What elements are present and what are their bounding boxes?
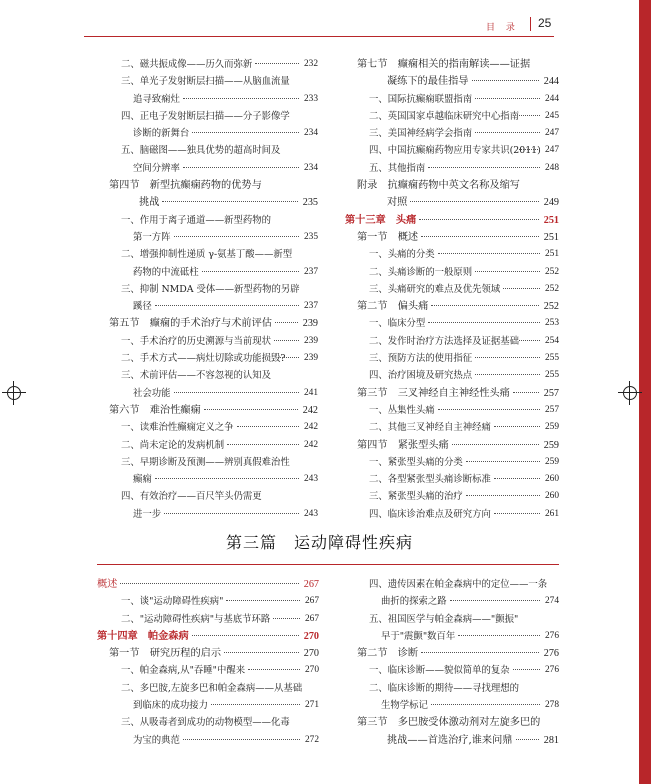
toc-entry-text: 一、帕金森病,从"吞睡"中醒来: [121, 665, 246, 677]
toc-entry-text: 一、读难治性癫痫定义之争: [121, 422, 234, 434]
toc-leader-dots: [421, 652, 539, 654]
toc-page-number: 248: [543, 160, 559, 177]
toc-page-number: 232: [302, 56, 318, 73]
toc-entry-text: 三、单光子发射断层扫描——从脑血流量: [121, 76, 290, 88]
toc-entry[interactable]: [97, 488, 318, 505]
toc-entry[interactable]: [97, 611, 319, 628]
toc-entry-text: 第四节 紧张型头痛: [357, 439, 449, 451]
toc-entry-text: 三、紧张型头痛的治疗: [369, 491, 463, 503]
toc-entry[interactable]: [345, 576, 559, 593]
toc-entry[interactable]: [97, 437, 318, 454]
toc-page-number: 252: [542, 298, 559, 315]
toc-page-number: 249: [542, 194, 559, 211]
toc-entry[interactable]: [97, 91, 318, 108]
toc-leader-dots: [519, 340, 540, 342]
toc-entry[interactable]: [345, 91, 559, 108]
toc-page-number: 257: [543, 402, 559, 419]
toc-page-number: 244: [542, 73, 559, 90]
toc-section-entry[interactable]: [97, 402, 318, 419]
toc-entry-text: 四、临床诊治难点及研究方向: [369, 508, 491, 520]
toc-leader-dots: [237, 426, 299, 428]
toc-leader-dots: [226, 600, 300, 602]
toc-page-number: 235: [301, 194, 318, 211]
toc-entry[interactable]: [97, 454, 318, 471]
toc-entry[interactable]: [345, 160, 559, 177]
toc-entry[interactable]: [97, 419, 318, 436]
toc-leader-dots: [513, 669, 540, 671]
toc-page-number: 243: [302, 471, 318, 488]
toc-page-number: 267: [303, 593, 319, 610]
toc-entry[interactable]: [345, 264, 559, 281]
toc-section-entry[interactable]: [345, 437, 559, 454]
toc-page-number: 245: [543, 108, 559, 125]
toc-entry-text: 三、预防方法的使用指征: [369, 353, 473, 365]
toc-page-number: 261: [543, 506, 559, 523]
toc-entry-text: 二、尚未定论的发病机制: [121, 439, 225, 451]
toc-page-number: 237: [302, 298, 318, 315]
toc-entry-text: 第十三章 头痛: [345, 213, 417, 226]
toc-entry[interactable]: [345, 662, 559, 679]
toc-section-entry[interactable]: [345, 229, 559, 246]
toc-section-entry[interactable]: [97, 315, 318, 332]
toc-entry-text: 二、头痛诊断的一般原则: [369, 266, 473, 278]
toc-leader-dots: [450, 600, 540, 602]
toc-section-entry[interactable]: [345, 56, 559, 73]
toc-entry[interactable]: [345, 697, 559, 714]
toc-page-number: 252: [543, 281, 559, 298]
toc-entry-text: 一、国际抗癫痫联盟指南: [369, 93, 473, 105]
toc-leader-dots: [162, 201, 298, 203]
toc-entry-text: 三、美国神经病学会指南: [369, 128, 473, 140]
toc-leader-dots: [519, 115, 540, 117]
toc-entry-text: 空间分辨率: [133, 162, 180, 174]
toc-page-number: 281: [542, 732, 559, 749]
toc-entry[interactable]: [345, 333, 559, 350]
toc-entry-text: 三、抑制 NMDA 受体——新型药物的另辟: [121, 283, 300, 295]
toc-page-number: 278: [543, 697, 559, 714]
toc-entry[interactable]: [97, 108, 318, 125]
toc-entry-text: 四、正电子发射断层扫描——分子影像学: [121, 110, 290, 122]
toc-leader-dots: [155, 305, 299, 307]
toc-leader-dots: [431, 704, 540, 706]
toc-entry[interactable]: [97, 350, 318, 367]
crop-mark-left: [2, 381, 26, 405]
toc-entry-text: 早于"震颤"数百年: [381, 630, 456, 642]
toc-page-number: 239: [302, 333, 318, 350]
toc-leader-dots: [421, 236, 539, 238]
toc-leader-dots: [503, 288, 540, 290]
toc-leader-dots: [120, 583, 299, 585]
toc-section-entry[interactable]: [345, 194, 559, 211]
toc-entry-text: 二、增强抑制性递质 γ-氨基丁酸——新型: [121, 249, 293, 261]
toc-entry-text: 癫痫: [133, 474, 152, 486]
header-title: 目 录: [486, 23, 519, 33]
toc-page-number: 255: [543, 367, 559, 384]
toc-entry-text: 蹊径: [133, 301, 152, 313]
toc-entry[interactable]: [345, 471, 559, 488]
toc-entry-text: 第三节 多巴胺受体激动剂对左旋多巴的: [357, 717, 541, 729]
toc-entry-text: 第二节 偏头痛: [357, 301, 429, 313]
toc-entry-text: 第三节 三叉神经自主神经性头痛: [357, 387, 510, 399]
toc-entry-text: 二、临床诊断的期待——寻找理想的: [369, 682, 520, 694]
toc-entry-text: 三、从吸毒者到成功的动物模型——化毒: [121, 717, 290, 729]
header-divider: [530, 17, 531, 31]
toc-page-number: 255: [543, 350, 559, 367]
toc-entry[interactable]: [345, 611, 559, 628]
toc-entry-text: 到临床的成功接力: [133, 700, 209, 712]
toc-entry-text: 第四节 新型抗癫痫药物的优势与: [109, 180, 262, 192]
toc-entry[interactable]: [345, 419, 559, 436]
toc-entry[interactable]: [97, 385, 318, 402]
toc-entry[interactable]: [97, 229, 318, 246]
toc-section-entry[interactable]: [345, 177, 559, 194]
toc-leader-dots: [475, 98, 540, 100]
toc-page-number: 242: [301, 402, 318, 419]
toc-page-number: 254: [543, 333, 559, 350]
toc-leader-dots: [438, 409, 540, 411]
toc-leader-dots: [428, 167, 540, 169]
toc-entry[interactable]: [97, 732, 319, 749]
toc-section-entry[interactable]: [97, 645, 319, 662]
toc-leader-dots: [174, 392, 299, 394]
toc-entry[interactable]: [97, 593, 319, 610]
toc-page-number: 276: [543, 628, 559, 645]
toc-leader-dots: [419, 219, 539, 221]
toc-leader-dots: [513, 392, 539, 394]
toc-page-number: 233: [302, 91, 318, 108]
toc-entry-text: 一、临床诊断——貌似简单的复杂: [369, 665, 510, 677]
toc-entry-text: 三、早期诊断及预测——辨别真假难治性: [121, 456, 290, 468]
toc-page-number: 244: [543, 91, 559, 108]
toc-entry[interactable]: [97, 697, 319, 714]
toc-entry-text: 药物的中流砥柱: [133, 266, 199, 278]
toc-entry[interactable]: [97, 714, 319, 731]
toc-page-number: 247: [543, 142, 559, 159]
toc-chapter-entry[interactable]: [97, 628, 319, 645]
toc-entry-text: 二、其他三叉神经自主神经痛: [369, 422, 491, 434]
toc-leader-dots: [174, 236, 299, 238]
toc-page-number: 259: [542, 437, 559, 454]
toc-entry-text: 四、中国抗癫痫药物应用专家共识(2011): [369, 145, 541, 157]
toc-page-number: 260: [543, 471, 559, 488]
toc-leader-dots: [192, 635, 299, 637]
toc-page-number: 247: [543, 125, 559, 142]
toc-leader-dots: [494, 513, 540, 515]
toc-leader-dots: [183, 167, 299, 169]
toc-entry-text: 挑战: [139, 197, 160, 209]
toc-entry-text: 追寻致痫灶: [133, 93, 180, 105]
toc-entry[interactable]: [345, 142, 559, 159]
toc-leader-dots: [431, 305, 539, 307]
toc-page-number: 251: [543, 246, 559, 263]
toc-chapter-entry[interactable]: [345, 212, 559, 229]
toc-page-number: 239: [302, 350, 318, 367]
toc-leader-dots: [519, 149, 540, 151]
toc-column-left-bottom: [97, 576, 319, 749]
header-rule: [84, 36, 554, 37]
toc-page-number: 267: [303, 611, 319, 628]
toc-section-entry[interactable]: [97, 177, 318, 194]
toc-entry[interactable]: [97, 506, 318, 523]
toc-page-number: 259: [543, 419, 559, 436]
running-header: [470, 14, 610, 34]
toc-entry[interactable]: [97, 212, 318, 229]
toc-section-entry[interactable]: [345, 645, 559, 662]
toc-entry-text: 一、紧张型头痛的分类: [369, 456, 463, 468]
toc-entry[interactable]: [97, 56, 318, 73]
toc-entry-text: 第一节 概述: [357, 231, 419, 243]
toc-entry-text: 第六节 难治性癫痫: [109, 404, 201, 416]
toc-page-number: 259: [543, 454, 559, 471]
toc-entry-text: 第五节 癫痫的手术治疗与术前评估: [109, 318, 272, 330]
toc-entry[interactable]: [345, 108, 559, 125]
toc-page-number: 267: [302, 576, 319, 593]
toc-page-number: 274: [543, 593, 559, 610]
crop-mark-right: [618, 381, 642, 405]
toc-entry[interactable]: [97, 471, 318, 488]
toc-entry-text: 第一方阵: [133, 231, 171, 243]
toc-entry-text: 二、磁共振成像——历久而弥新: [121, 59, 253, 70]
toc-leader-dots: [475, 374, 540, 376]
toc-entry[interactable]: [97, 662, 319, 679]
toc-section-entry[interactable]: [345, 298, 559, 315]
toc-entry-text: 二、手术方式——病灶切除或功能损毁?: [121, 353, 286, 365]
toc-entry[interactable]: [345, 246, 559, 263]
toc-entry-text: 三、头痛研究的难点及优先领域: [369, 283, 501, 295]
toc-entry-text: 概述: [97, 579, 118, 590]
toc-page-number: 235: [302, 229, 318, 246]
toc-page-number: 243: [302, 506, 318, 523]
toc-leader-dots: [428, 322, 540, 324]
toc-leader-dots: [183, 98, 299, 100]
toc-entry[interactable]: [345, 628, 559, 645]
toc-page-number: 242: [302, 419, 318, 436]
toc-leader-dots: [155, 478, 299, 480]
toc-entry-text: 第十四章 帕金森病: [97, 629, 189, 642]
toc-page-number: 251: [542, 229, 559, 246]
toc-entry[interactable]: [345, 367, 559, 384]
toc-page-number: 237: [302, 264, 318, 281]
toc-page-number: 272: [303, 732, 319, 749]
toc-entry-text: 第二节 诊断: [357, 648, 419, 660]
toc-leader-dots: [475, 132, 540, 134]
toc-page-number: 276: [543, 662, 559, 679]
toc-entry-text: 一、谈"运动障碍性疾病": [121, 596, 224, 608]
toc-leader-dots: [183, 739, 300, 741]
toc-leader-dots: [211, 704, 300, 706]
toc-entry-text: 对照: [387, 197, 408, 209]
toc-leader-dots: [224, 652, 299, 654]
toc-entry-text: 一、头痛的分类: [369, 249, 435, 261]
toc-column-left-top: [97, 56, 318, 523]
toc-entry-text: 社会功能: [133, 387, 171, 399]
toc-entry-text: 凝练下的最佳指导: [387, 76, 469, 88]
toc-leader-dots: [472, 80, 540, 82]
toc-leader-dots: [466, 461, 540, 463]
toc-entry-text: 五、其他指南: [369, 162, 426, 174]
toc-leader-dots: [494, 426, 540, 428]
toc-entry[interactable]: [345, 454, 559, 471]
toc-entry[interactable]: [97, 298, 318, 315]
toc-leader-dots: [452, 444, 539, 446]
toc-leader-dots: [494, 478, 540, 480]
toc-entry[interactable]: [345, 315, 559, 332]
toc-entry-text: 四、治疗困境及研究热点: [369, 370, 473, 382]
toc-entry[interactable]: [97, 73, 318, 90]
toc-leader-dots: [410, 201, 539, 203]
toc-entry-text: 二、各型紧张型头痛诊断标准: [369, 474, 491, 486]
toc-page-number: 234: [302, 160, 318, 177]
toc-entry-text: 第七节 癫痫相关的指南解读——证据: [357, 59, 531, 70]
toc-leader-dots: [164, 513, 299, 515]
toc-entry[interactable]: [97, 125, 318, 142]
toc-entry-text: 一、作用于离子通道——新型药物的: [121, 214, 272, 226]
toc-entry-text: 为宝的典范: [133, 734, 180, 746]
toc-leader-dots: [274, 340, 299, 342]
toc-page-number: 242: [302, 437, 318, 454]
toc-page-number: 241: [302, 385, 318, 402]
toc-leader-dots: [275, 322, 298, 324]
toc-entry[interactable]: [345, 281, 559, 298]
toc-entry-text: 诊断的新舞台: [133, 128, 190, 140]
toc-entry[interactable]: [345, 488, 559, 505]
toc-leader-dots: [204, 409, 298, 411]
toc-leader-dots: [202, 271, 299, 273]
toc-entry[interactable]: [97, 246, 318, 263]
toc-section-entry[interactable]: [345, 385, 559, 402]
toc-entry-text: 三、术前评估——不容忽视的认知及: [121, 370, 272, 382]
toc-entry[interactable]: [97, 367, 318, 384]
toc-leader-dots: [255, 63, 299, 65]
part-divider: [97, 564, 559, 565]
toc-entry-text: 一、手术治疗的历史溯源与当前现状: [121, 335, 272, 347]
toc-page-number: 234: [302, 125, 318, 142]
toc-leader-dots: [273, 618, 300, 620]
toc-leader-dots: [278, 357, 299, 359]
toc-page-number: 270: [303, 662, 319, 679]
toc-entry-text: 二、发作时治疗方法选择及证据基础: [369, 335, 520, 347]
toc-section-entry[interactable]: [345, 732, 559, 749]
toc-leader-dots: [458, 635, 540, 637]
toc-page-number: 253: [543, 315, 559, 332]
page-number: 25: [538, 16, 552, 30]
toc-entry-text: 生物学标记: [381, 700, 428, 712]
toc-entry-text: 一、丛集性头痛: [369, 404, 435, 416]
toc-entry-text: 五、脑磁图——独具优势的超高时间及: [121, 145, 281, 157]
toc-leader-dots: [475, 271, 540, 273]
toc-page-number: 239: [301, 315, 318, 332]
toc-entry-text: 二、英国国家卓越临床研究中心指南: [369, 110, 520, 122]
toc-entry[interactable]: [345, 350, 559, 367]
toc-column-right-top: [345, 56, 559, 523]
toc-entry[interactable]: [97, 264, 318, 281]
toc-entry-text: 一、临床分型: [369, 318, 426, 330]
toc-entry-text: 四、有效治疗——百尺竿头仍需更: [121, 491, 262, 503]
toc-entry-text: 五、祖国医学与帕金森病——"颤振": [369, 613, 519, 625]
toc-leader-dots: [438, 253, 540, 255]
toc-leader-dots: [192, 132, 299, 134]
toc-entry[interactable]: [345, 125, 559, 142]
toc-page-number: 257: [542, 385, 559, 402]
toc-entry-text: 第一节 研究历程的启示: [109, 648, 222, 660]
toc-page-number: 270: [302, 645, 319, 662]
toc-section-entry[interactable]: [97, 194, 318, 211]
toc-entry-text: 曲折的探索之路: [381, 596, 447, 608]
toc-entry[interactable]: [97, 680, 319, 697]
toc-section-entry[interactable]: [345, 714, 559, 731]
toc-entry-text: 附录 抗癫痫药物中英文名称及缩写: [357, 180, 520, 192]
toc-page-number: 270: [302, 628, 319, 645]
toc-entry[interactable]: [97, 160, 318, 177]
toc-entry[interactable]: [345, 506, 559, 523]
toc-page-number: 252: [543, 264, 559, 281]
toc-page-number: 276: [542, 645, 559, 662]
toc-page-number: 271: [303, 697, 319, 714]
toc-entry[interactable]: [97, 576, 319, 593]
toc-column-right-bottom: [345, 576, 559, 749]
toc-page-number: 260: [543, 488, 559, 505]
toc-section-entry[interactable]: [345, 73, 559, 90]
toc-entry[interactable]: [345, 680, 559, 697]
toc-leader-dots: [227, 444, 299, 446]
toc-leader-dots: [475, 357, 540, 359]
toc-leader-dots: [466, 495, 540, 497]
toc-leader-dots: [248, 669, 300, 671]
toc-entry-text: 挑战——首选治疗,谁来问鼎: [387, 734, 513, 746]
toc-entry-text: 四、遗传因素在帕金森病中的定位——一条: [369, 579, 548, 590]
toc-entry-text: 二、多巴胺,左旋多巴和帕金森病——从基础: [121, 682, 303, 694]
part-heading: 第三篇 运动障碍性疾病: [225, 533, 413, 552]
toc-leader-dots: [516, 739, 540, 741]
toc-entry[interactable]: [97, 142, 318, 159]
toc-entry-text: 进一步: [133, 508, 162, 520]
toc-entry[interactable]: [97, 281, 318, 298]
toc-entry-text: 二、"运动障碍性疾病"与基底节环路: [121, 613, 271, 625]
toc-page-number: 251: [542, 212, 559, 229]
toc-entry[interactable]: [97, 333, 318, 350]
toc-entry[interactable]: [345, 402, 559, 419]
toc-entry[interactable]: [345, 593, 559, 610]
